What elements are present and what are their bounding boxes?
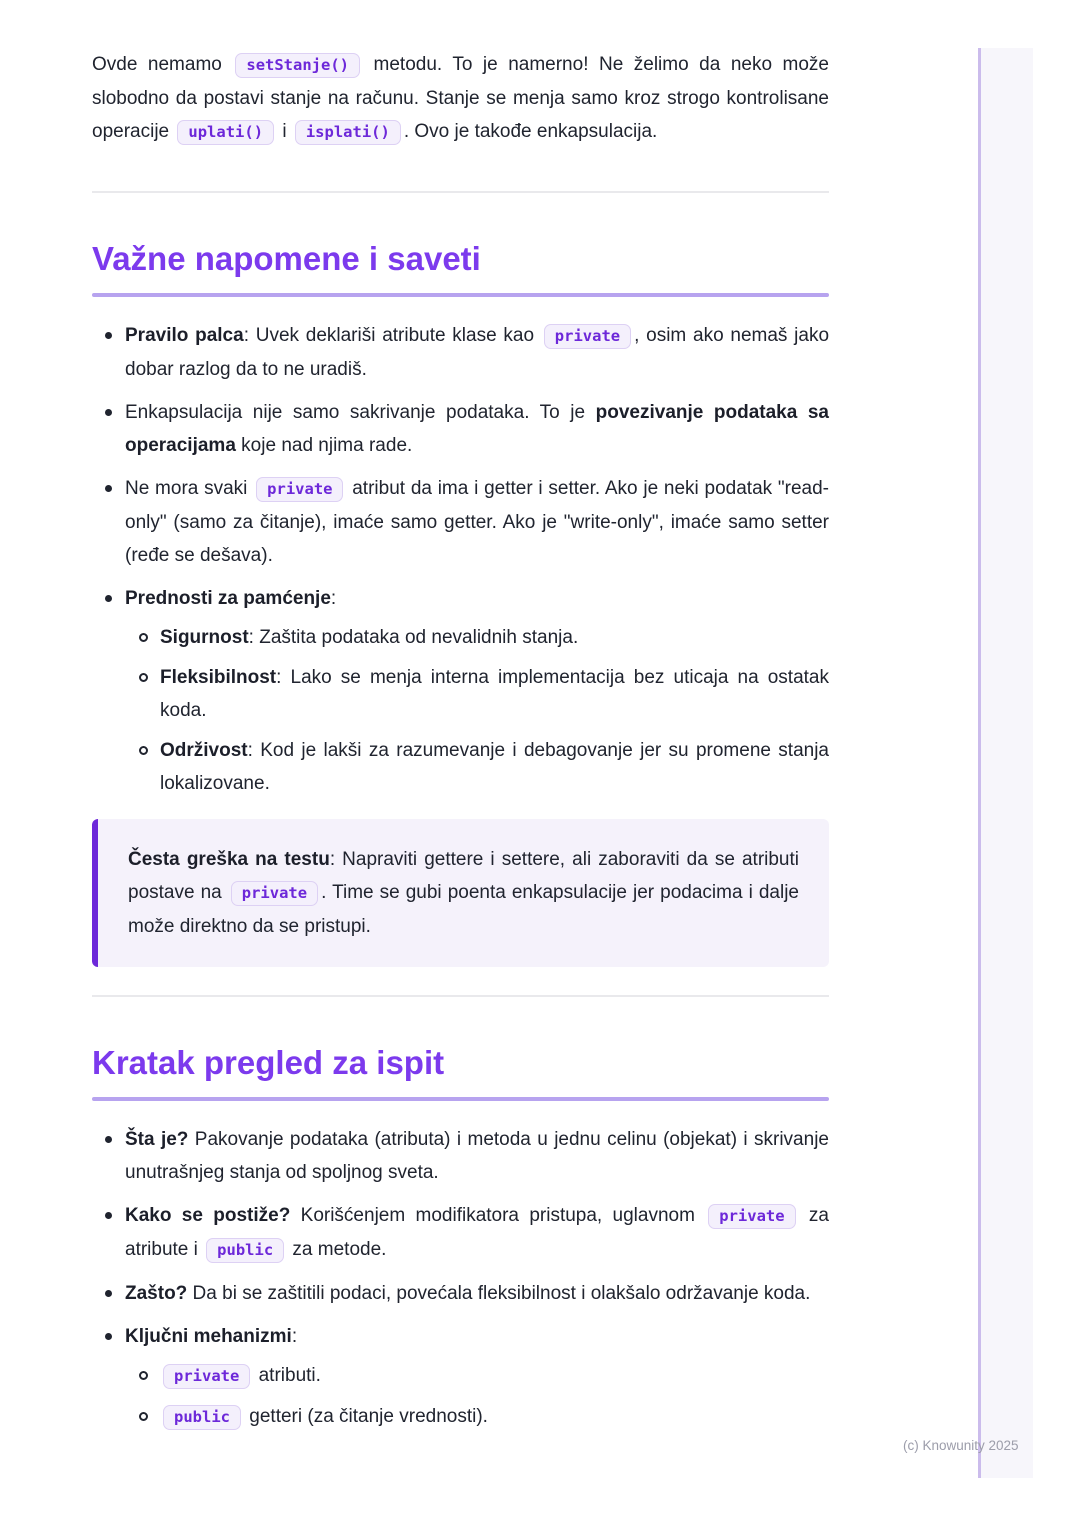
text-run: : Zaštita podataka od nevalidnih stanja. [248, 627, 579, 648]
bold-text: Pravilo palca [125, 325, 244, 346]
list-item [92, 1277, 829, 1310]
sub-list-item-text [160, 734, 829, 800]
list-item [92, 319, 829, 386]
inline-code-chip: private [256, 477, 343, 502]
sub-list-item-text [160, 621, 829, 654]
inline-code-chip: private [231, 881, 318, 906]
bullet-icon [105, 1212, 112, 1219]
inline-code-chip: private [544, 324, 631, 349]
inline-code-chip: isplati() [295, 120, 401, 145]
text-run: : Kod je lakši za razumevanje i debagovanje jer su promene stanja lokalizovane. [160, 740, 829, 794]
sub-list [125, 621, 829, 800]
circle-bullet-icon [139, 633, 148, 642]
inline-code-chip: private [708, 1204, 795, 1229]
intro-paragraph [92, 48, 829, 149]
bold-text: Zašto? [125, 1283, 188, 1304]
text-run: atributi. [253, 1365, 321, 1386]
bold-text: Česta greška na testu [128, 849, 330, 870]
next-page-preview [978, 48, 1033, 1478]
bullet-icon [105, 332, 112, 339]
bullet-icon [105, 595, 112, 602]
sub-list-item [125, 621, 829, 654]
inline-code-chip: private [163, 1364, 250, 1389]
notes-list [92, 319, 829, 807]
warning-callout [92, 819, 829, 967]
sub-list [125, 1359, 829, 1434]
text-run: : [330, 588, 337, 609]
list-item-text [125, 319, 829, 386]
sub-list-item-text [160, 1359, 829, 1393]
bold-text: Fleksibilnost [160, 667, 277, 688]
sub-list-item [125, 734, 829, 800]
bullet-icon [105, 1333, 112, 1340]
text-run: : Lako se menja interna implementacija bez uticaja na ostatak koda. [160, 667, 829, 721]
circle-bullet-icon [139, 673, 148, 682]
circle-bullet-icon [139, 746, 148, 755]
text-run: : Napraviti gettere i settere, ali zaboraviti da se atributi postave na [128, 849, 799, 903]
list-item [92, 1199, 829, 1267]
section-title-notes: Važne napomene i saveti [92, 240, 481, 277]
callout-text [128, 843, 799, 943]
list-item-text [125, 396, 829, 462]
bold-text: Sigurnost [160, 627, 249, 648]
text-run: Da bi se zaštitili podaci, povećala fleksibilnost i olakšalo održavanje koda. [187, 1283, 811, 1304]
circle-bullet-icon [139, 1371, 148, 1380]
list-item-text [125, 472, 829, 572]
text-run: atribut da ima i getter i setter. Ako je neki podatak "read-only" (samo za čitanje), imaće samo getter. Ako je "write-only", imaće samo setter (ređe se dešava). [125, 478, 829, 566]
list-item-text [125, 1277, 829, 1310]
text-run: : Uvek deklariši atribute klase kao [243, 325, 541, 346]
list-item [92, 582, 829, 807]
text-run: . Ovo je takođe enkapsulacija. [403, 121, 658, 142]
review-list [92, 1123, 829, 1441]
text-run: Pakovanje podataka (atributa) i metoda u jednu celinu (objekat) i skrivanje unutrašnjeg stanja od spoljnog sveta. [125, 1129, 829, 1183]
inline-code-chip: uplati() [177, 120, 274, 145]
list-item [92, 396, 829, 462]
bold-text: Kako se postiže? [125, 1205, 291, 1226]
text-run: za atribute i [125, 1205, 829, 1260]
text-run: metodu. To je namerno! Ne želimo da neko može slobodno da postavi stanje na računu. Stanje se menja samo kroz strogo kontrolisane operacije [92, 54, 829, 142]
list-item-text [125, 1320, 829, 1353]
section-title-review: Kratak pregled za ispit [92, 1044, 445, 1081]
text-run: . Time se gubi poenta enkapsulacije jer podacima i dalje može direktno da se pristupi. [128, 882, 799, 937]
bullet-icon [105, 1136, 112, 1143]
text-run: Enkapsulacija nije samo sakrivanje podataka. To je [125, 402, 596, 423]
bold-text: Održivost [160, 740, 248, 761]
inline-code-chip: public [206, 1238, 284, 1263]
circle-bullet-icon [139, 1412, 148, 1421]
sub-list-item [125, 661, 829, 727]
text-run: Ovde nemamo [92, 54, 233, 75]
copyright-watermark: (c) Knowunity 2025 [903, 1438, 1019, 1453]
list-item-text [125, 1199, 829, 1267]
heading-underline [92, 293, 829, 297]
bold-text: Ključni mehanizmi [125, 1326, 292, 1347]
bold-text: Prednosti za pamćenje [125, 588, 331, 609]
sub-list-item [125, 1400, 829, 1434]
heading-underline [92, 1097, 829, 1101]
list-item [92, 1320, 829, 1441]
list-item-text [125, 582, 829, 615]
bullet-icon [105, 409, 112, 416]
list-item-text [125, 1123, 829, 1189]
text-run: Korišćenjem modifikatora pristupa, uglavnom [290, 1205, 706, 1226]
bold-text: povezivanje podataka sa operacijama [125, 402, 829, 456]
sub-list-item-text [160, 1400, 829, 1434]
bullet-icon [105, 485, 112, 492]
bullet-icon [105, 1290, 112, 1297]
text-run: i [277, 121, 292, 142]
bold-text: Šta je? [125, 1129, 189, 1150]
text-run: koje nad njima rade. [235, 435, 413, 456]
text-run: Ne mora svaki [125, 478, 254, 499]
text-run: getteri (za čitanje vrednosti). [244, 1406, 488, 1427]
section-divider [92, 995, 829, 997]
text-run: za metode. [287, 1239, 387, 1260]
inline-code-chip: public [163, 1405, 241, 1430]
text-run: , osim ako nemaš jako dobar razlog da to ne uradiš. [125, 325, 830, 380]
list-item [92, 472, 829, 572]
sub-list-item-text [160, 661, 829, 727]
document-page [92, 0, 829, 1451]
inline-code-chip: setStanje() [235, 53, 360, 78]
section-divider [92, 191, 829, 193]
sub-list-item [125, 1359, 829, 1393]
list-item [92, 1123, 829, 1189]
text-run: : [291, 1326, 298, 1347]
